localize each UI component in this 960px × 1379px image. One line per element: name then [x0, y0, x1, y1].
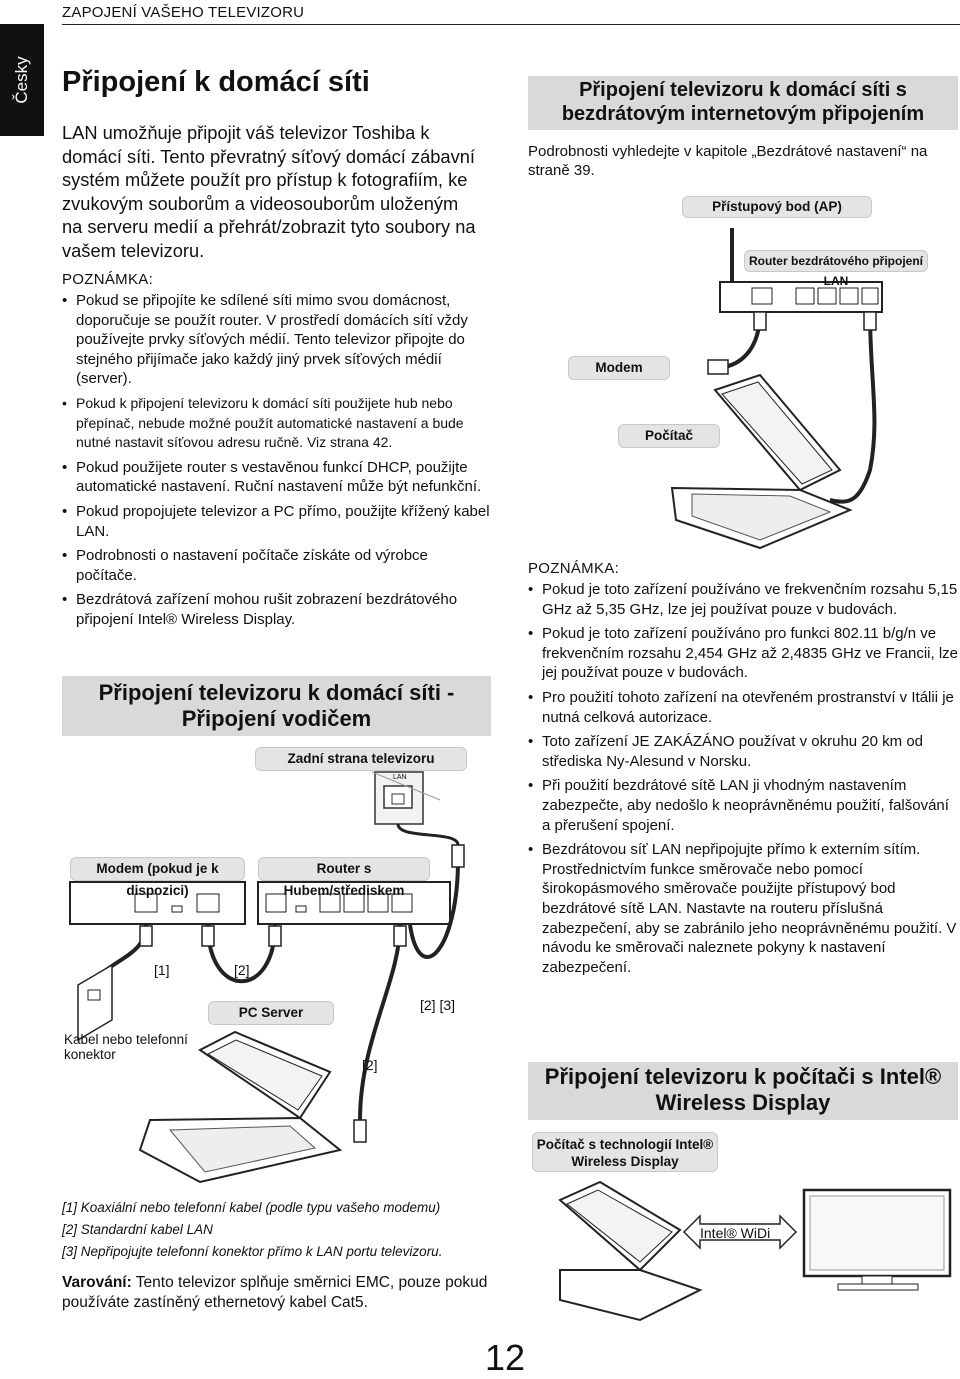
note-item: • Pokud propojujete televizor a PC přímo, použijte křížený kabel LAN. [62, 502, 492, 541]
notes-right [528, 560, 958, 982]
widi-label: Intel® WiDi [700, 1225, 771, 1241]
page-number: 12 [485, 1337, 526, 1378]
wired-section-title: Připojení televizoru k domácí síti - Připojení vodičem [62, 676, 491, 736]
note-item: • Pokud se připojíte ke sdílené síti mimo svou domácnost, doporučuje se použít router. V prostředí domácích sítí vždy používejte prvky síťových médií. Tento televizor připojte do stejného přijímače jako každý jiný prvek síťových médií (server). [62, 291, 492, 389]
wireless-section-title: Připojení televizoru k domácí síti s bezdrátovým internetovým připojením [528, 76, 958, 130]
language-label: Česky [12, 56, 31, 104]
modem-label: Modem (pokud je k dispozici) [70, 857, 245, 881]
cable-label-23: [2] [3] [420, 997, 456, 1013]
section-header: ZAPOJENÍ VAŠEHO TELEVIZORU [62, 4, 305, 21]
note-item: • Bezdrátovou síť LAN nepřipojujte přímo k externím sítím. Prostřednictvím funkce směrovače nebo pomocí širokopásmového směrovače použijte přístupový bod bezdrátové sítě LAN. Nastavte na routeru příslušná zabezpečení, aby se zabránilo jeho neoprávněnému použití. V návodu ke směrovači naleznete pokyny k nastavení zabezpečení. [528, 840, 958, 977]
wireless-router-label: Router bezdrátového připojení LAN [744, 250, 928, 272]
cable-label-2: [2] [234, 962, 250, 978]
note-item: • Pokud použijete router s vestavěnou funkcí DHCP, použijte automatické nastavení. Ruční nastavení může být nefunkční. [62, 458, 492, 497]
footnote: [3] Nepřipojujte telefonní konektor přímo k LAN portu televizoru. [62, 1244, 443, 1259]
note-item: • Pokud k připojení televizoru k domácí síti použijete hub nebo přepínač, nebude možné použít automatické nastavení a bude nutné nastavit síťovou adresu ručně. Viz strana 42. [62, 394, 492, 453]
modem-label-right: Modem [568, 356, 670, 380]
warning-text: Tento televizor splňuje směrnici EMC, pouze pokud používáte zastíněný ethernetový kabel Cat5. [62, 1274, 488, 1311]
footnote: [1] Koaxiální nebo telefonní kabel (podle typu vašeho modemu) [62, 1200, 441, 1215]
note-title: POZNÁMKA: [62, 271, 154, 288]
warning-label: Varování: [62, 1274, 132, 1291]
note-item: • Pro použití tohoto zařízení na otevřeném prostranství v Itálii je nutná celková autorizace. [528, 688, 958, 727]
intro-paragraph: LAN umožňuje připojit váš televizor Toshiba k domácí síti. Tento převratný síťový domácí zábavní systém můžete použít pro přístup k fotografiím, ke zvukovým souborům a videosouborům uloženým na serveru medií a přehrát/zobrazit tyto soubory na vašem televizoru. [62, 122, 476, 261]
note-item: • Pokud je toto zařízení používáno ve frekvenčním rozsahu 5,15 GHz až 5,35 GHz, lze jej používat pouze v budovách. [528, 580, 958, 619]
tv-back-label: Zadní strana televizoru [255, 747, 467, 771]
cable-label-1: [1] [154, 962, 170, 978]
intel-pc-label: Počítač s technologií Intel® Wireless Display [532, 1132, 718, 1172]
router-hub-label: Router s Hubem/střediskem [258, 857, 430, 881]
note-item: • Podrobnosti o nastavení počítače získáte od výrobce počítače. [62, 546, 492, 585]
note-item: • Při použití bezdrátové sítě LAN ji vhodným nastavením zabezpečte, aby nedošlo k neoprávněnému použití, falšování a přerušení spojení. [528, 776, 958, 835]
cable-label-2b: [2] [362, 1057, 378, 1073]
pc-server-label: PC Server [208, 1001, 334, 1025]
wireless-intro: Podrobnosti vyhledejte v kapitole „Bezdrátové nastavení“ na straně 39. [528, 143, 928, 179]
page-title: Připojení k domácí síti [62, 66, 370, 98]
access-point-label: Přístupový bod (AP) [682, 196, 872, 218]
note-item: • Toto zařízení JE ZAKÁZÁNO používat v okruhu 20 km od střediska Ny-Alesund v Norsku. [528, 732, 958, 771]
jack-label: Kabel nebo telefonní konektor [64, 1032, 188, 1062]
note-item: • Bezdrátová zařízení mohou rušit zobrazení bezdrátového připojení Intel® Wireless Display. [62, 590, 492, 629]
computer-label: Počítač [618, 424, 720, 448]
lan-port-label: LAN [393, 774, 407, 781]
note-title: POZNÁMKA: [528, 560, 620, 577]
intel-section-title: Připojení televizoru k počítači s Intel® Wireless Display [528, 1062, 958, 1120]
note-item: • Pokud je toto zařízení používáno pro funkci 802.11 b/g/n ve frekvenčním rozsahu 2,454 GHz až 2,4835 GHz ve Francii, lze jej používat pouze v budovách. [528, 624, 958, 683]
footnote: [2] Standardní kabel LAN [62, 1222, 213, 1237]
